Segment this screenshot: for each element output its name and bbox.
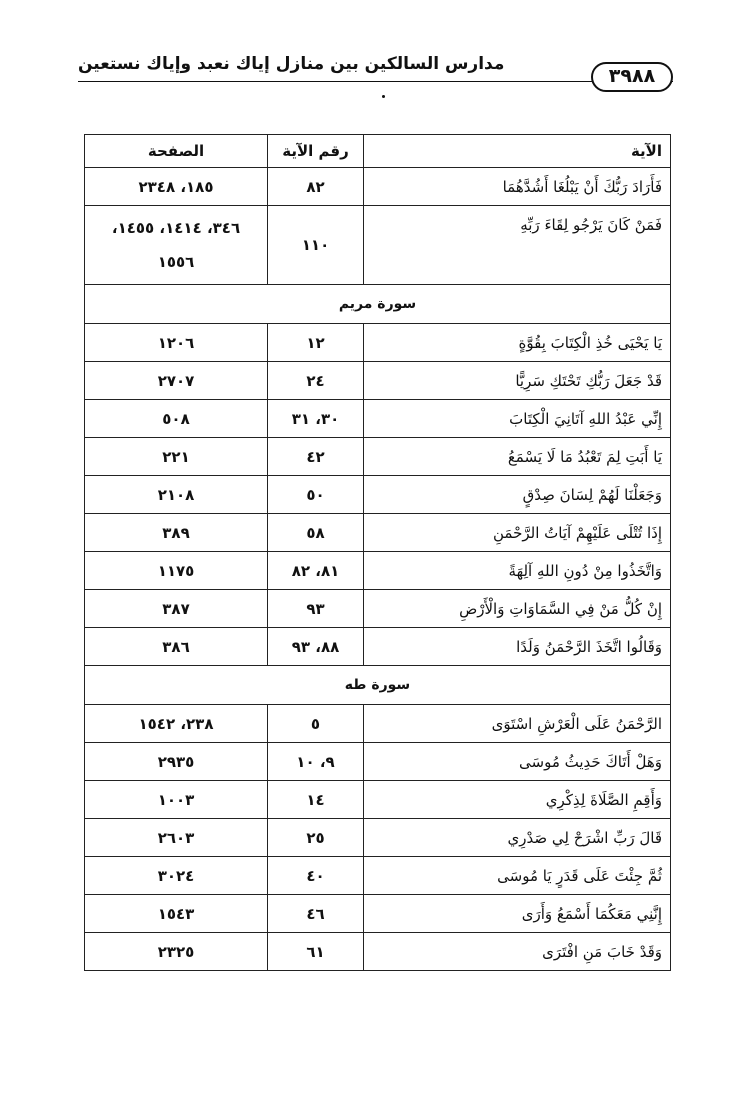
table-row: [85, 400, 671, 438]
verse-cell: فَأَرَادَ رَبُّكَ أَنْ يَبْلُغَا أَشُدَّهُمَا: [364, 168, 671, 206]
verse-number-cell: ١١٠: [268, 206, 364, 285]
table-row: [85, 933, 671, 971]
verse-cell: إِنْ كُلُّ مَنْ فِي السَّمَاوَاتِ وَالْأَرْضِ: [364, 590, 671, 628]
table-row: [85, 476, 671, 514]
verse-number-cell: ١٤: [268, 781, 364, 819]
table-row: [85, 857, 671, 895]
running-title: مدارس السالكين بين منازل إياك نعبد وإياك نستعين: [78, 54, 505, 74]
page-cell: ٢٧٠٧: [85, 362, 268, 400]
table-row: [85, 362, 671, 400]
verse-cell: وَقَدْ خَابَ مَنِ افْتَرَى: [364, 933, 671, 971]
column-header-verse: الآية: [364, 135, 671, 168]
verse-cell: وَقَالُوا اتَّخَذَ الرَّحْمَنُ وَلَدًا: [364, 628, 671, 666]
verse-cell: قَدْ جَعَلَ رَبُّكِ تَحْتَكِ سَرِيًّا: [364, 362, 671, 400]
table-row: [85, 819, 671, 857]
table-row: [85, 206, 671, 285]
table-row: [85, 168, 671, 206]
verse-number-cell: ٨٨، ٩٣: [268, 628, 364, 666]
page-cell: ٢٢١: [85, 438, 268, 476]
verse-number-cell: ٥٨: [268, 514, 364, 552]
page-cell: ٢١٠٨: [85, 476, 268, 514]
page-cell: ٢٩٣٥: [85, 743, 268, 781]
verse-cell: إِنَّنِي مَعَكُمَا أَسْمَعُ وَأَرَى: [364, 895, 671, 933]
verse-number-cell: ٩، ١٠: [268, 743, 364, 781]
verse-cell: إِذَا تُتْلَى عَلَيْهِمْ آيَاتُ الرَّحْمَنِ: [364, 514, 671, 552]
table-header-row: [85, 135, 671, 168]
table-row: [85, 628, 671, 666]
verse-number-cell: ٨١، ٨٢: [268, 552, 364, 590]
table-row: [85, 552, 671, 590]
verse-number-cell: ٢٤: [268, 362, 364, 400]
ornament-dot: [382, 95, 385, 98]
verse-number-cell: ٦١: [268, 933, 364, 971]
page-cell: ١١٧٥: [85, 552, 268, 590]
verse-number-cell: ٢٥: [268, 819, 364, 857]
verse-cell: يَا أَبَتِ لِمَ تَعْبُدُ مَا لَا يَسْمَعُ: [364, 438, 671, 476]
header-rule: [78, 81, 673, 82]
verse-index-table: [84, 134, 671, 971]
page-cell: ٣٨٦: [85, 628, 268, 666]
verse-cell: ثُمَّ جِئْتَ عَلَى قَدَرٍ يَا مُوسَى: [364, 857, 671, 895]
page-cell: ٣٨٩: [85, 514, 268, 552]
verse-number-cell: ٩٣: [268, 590, 364, 628]
table-row: [85, 324, 671, 362]
verse-cell: الرَّحْمَنُ عَلَى الْعَرْشِ اسْتَوَى: [364, 705, 671, 743]
page-header: [78, 48, 673, 94]
verse-number-cell: ٥: [268, 705, 364, 743]
page-cell: ٢٦٠٣: [85, 819, 268, 857]
page-cell: ١٨٥، ٢٣٤٨: [85, 168, 268, 206]
page-cell: ٣٨٧: [85, 590, 268, 628]
verse-number-cell: ٤٦: [268, 895, 364, 933]
verse-number-cell: ١٢: [268, 324, 364, 362]
verse-cell: يَا يَحْيَى خُذِ الْكِتَابَ بِقُوَّةٍ: [364, 324, 671, 362]
table-row: [85, 705, 671, 743]
verse-number-cell: ٣٠، ٣١: [268, 400, 364, 438]
verse-cell: إِنِّي عَبْدُ اللهِ آتَانِيَ الْكِتَابَ: [364, 400, 671, 438]
table-row: [85, 590, 671, 628]
verse-cell: فَمَنْ كَانَ يَرْجُو لِقَاءَ رَبِّهِ: [364, 206, 671, 285]
verse-number-cell: ٤٠: [268, 857, 364, 895]
page-cell-line: ٣٤٦، ١٤١٤، ١٤٥٥،: [111, 219, 241, 237]
verse-number-cell: ٤٢: [268, 438, 364, 476]
surah-heading-taha: سورة طه: [85, 666, 671, 705]
column-header-verse-number: رقم الآية: [268, 135, 364, 168]
table-body: [85, 168, 671, 971]
verse-cell: وَهَلْ أَتَاكَ حَدِيثُ مُوسَى: [364, 743, 671, 781]
table-row: [85, 895, 671, 933]
table-row: [85, 743, 671, 781]
column-header-page: الصفحة: [85, 135, 268, 168]
table-row: [85, 438, 671, 476]
page-cell: [85, 206, 268, 285]
page-cell: ٢٣٢٥: [85, 933, 268, 971]
page-cell: ١٥٤٣: [85, 895, 268, 933]
page-cell: ٣٠٢٤: [85, 857, 268, 895]
page-cell: ٢٣٨، ١٥٤٢: [85, 705, 268, 743]
verse-number-cell: ٥٠: [268, 476, 364, 514]
verse-cell: وَجَعَلْنَا لَهُمْ لِسَانَ صِدْقٍ: [364, 476, 671, 514]
table-row: [85, 514, 671, 552]
surah-heading-maryam: سورة مريم: [85, 285, 671, 324]
verse-cell: وَاتَّخَذُوا مِنْ دُونِ اللهِ آلِهَةً: [364, 552, 671, 590]
verse-cell: وَأَقِمِ الصَّلَاةَ لِذِكْرِي: [364, 781, 671, 819]
surah-heading-row: [85, 285, 671, 324]
page-cell-line: ١٥٥٦: [157, 253, 195, 271]
page-cell: ١٢٠٦: [85, 324, 268, 362]
verse-number-cell: ٨٢: [268, 168, 364, 206]
page-cell: ١٠٠٣: [85, 781, 268, 819]
page-number-badge: ٣٩٨٨: [591, 62, 673, 92]
surah-heading-row: [85, 666, 671, 705]
page-cell: ٥٠٨: [85, 400, 268, 438]
verse-cell: قَالَ رَبِّ اشْرَحْ لِي صَدْرِي: [364, 819, 671, 857]
table-row: [85, 781, 671, 819]
